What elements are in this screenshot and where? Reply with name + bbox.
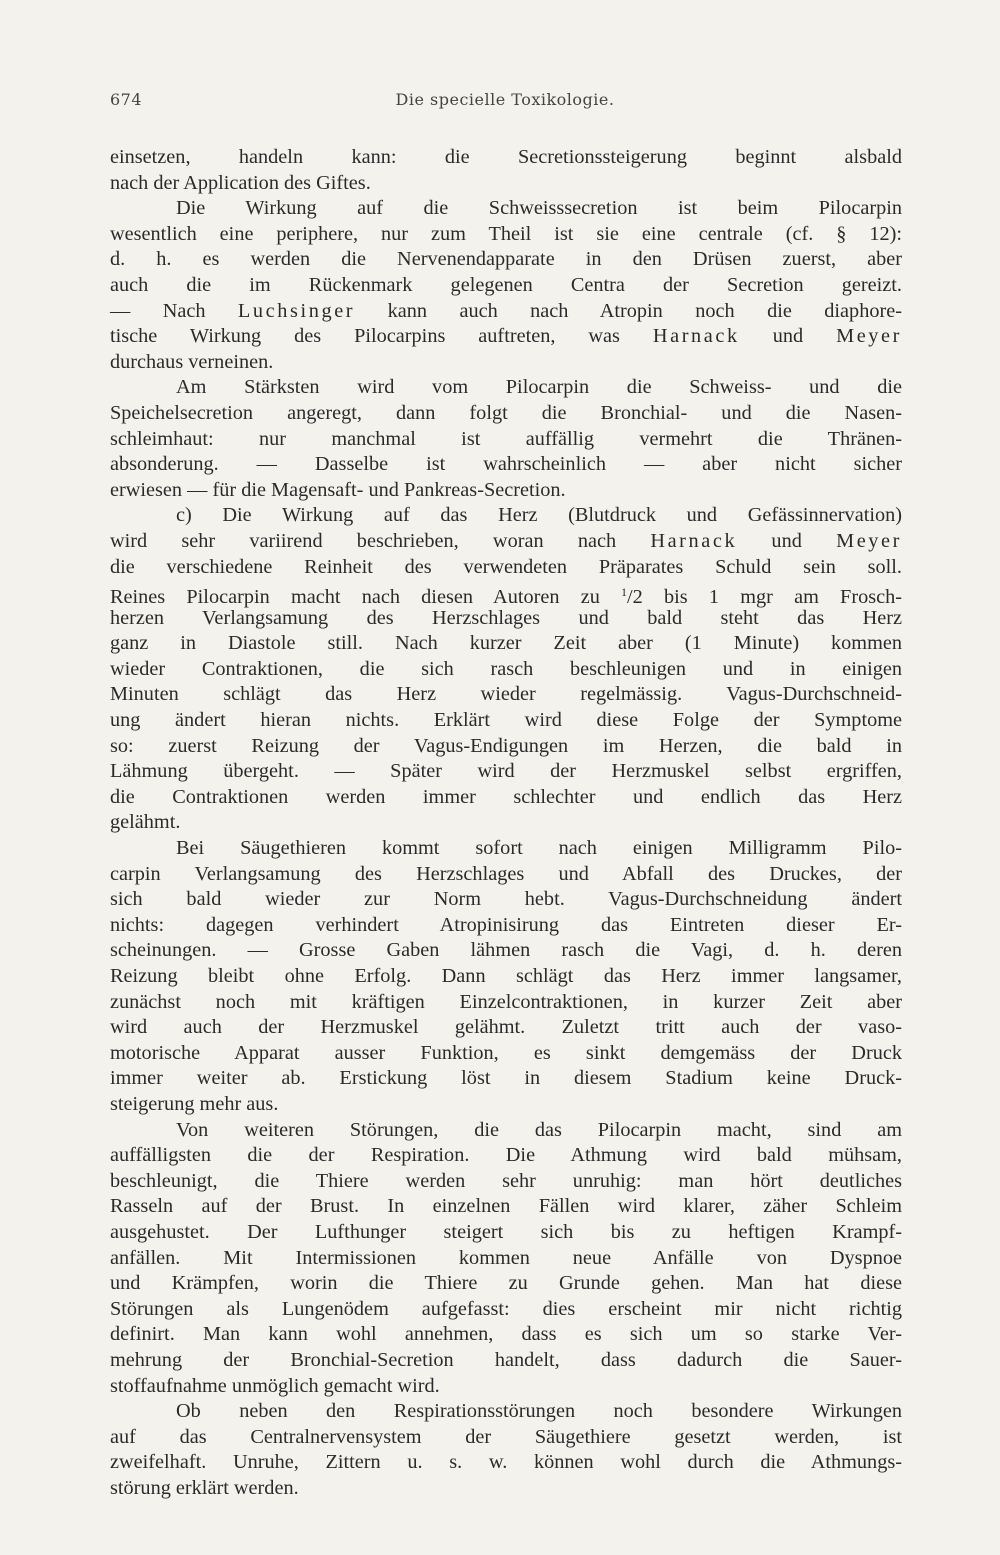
text-run: tische Wirkung des Pilocarpins auftreten, was bbox=[110, 325, 653, 348]
text-line: motorische Apparat ausser Funktion, es sinkt demgemäss der Druck bbox=[110, 1041, 902, 1064]
running-head: Die specielle Toxikologie. bbox=[395, 90, 615, 109]
text-line: die verschiedene Reinheit des verwendeten Präparates Schuld sein soll. bbox=[110, 555, 902, 578]
text-line: Rasseln auf der Brust. In einzelnen Fällen wird klarer, zäher Schleim bbox=[110, 1195, 902, 1218]
text-line: beschleunigt, die Thiere werden sehr unruhig: man hört deutliches bbox=[110, 1169, 902, 1192]
text-line: ung ändert hieran nichts. Erklärt wird diese Folge der Symptome bbox=[110, 709, 902, 732]
text-run: und bbox=[737, 529, 837, 552]
text-run: wird sehr variirend beschrieben, woran nach bbox=[110, 529, 651, 552]
text-line: auffälligsten die der Respiration. Die Athmung wird bald mühsam, bbox=[110, 1144, 902, 1167]
text-line: Die Wirkung auf die Schweisssecretion ist beim Pilocarpin bbox=[176, 197, 902, 220]
text-line: steigerung mehr aus. bbox=[110, 1092, 279, 1115]
text-line: Lähmung übergeht. — Später wird der Herzmuskel selbst ergriffen, bbox=[110, 760, 902, 783]
text-line: so: zuerst Reizung der Vagus-Endigungen im Herzen, die bald in bbox=[110, 734, 902, 757]
text-line: Störungen als Lungenödem aufgefasst: dies erscheint mir nicht richtig bbox=[110, 1297, 902, 1320]
text-line bbox=[110, 299, 902, 325]
text-line: stoffaufnahme unmöglich gemacht wird. bbox=[110, 1374, 440, 1397]
text-run: Reines Pilocarpin macht nach diesen Autoren zu bbox=[110, 586, 622, 609]
text-line: d. h. es werden die Nervenendapparate in den Drüsen zuerst, aber bbox=[110, 248, 902, 271]
text-line: ausgehustet. Der Lufthunger steigert sich bis zu heftigen Krampf- bbox=[110, 1220, 902, 1243]
text-line: erwiesen — für die Magensaft- und Pankreas-Secretion. bbox=[110, 478, 566, 501]
text-line: wesentlich eine periphere, nur zum Theil ist sie eine centrale (cf. § 12): bbox=[110, 222, 902, 245]
author-name: Harnack bbox=[650, 529, 738, 552]
text-line: zweifelhaft. Unruhe, Zittern u. s. w. können wohl durch die Athmungs- bbox=[110, 1451, 902, 1474]
text-line: auch die im Rückenmark gelegenen Centra der Secretion gereizt. bbox=[110, 273, 902, 296]
text-line: c) Die Wirkung auf das Herz (Blutdruck und Gefässinnervation) bbox=[176, 504, 902, 527]
text-line bbox=[110, 580, 902, 609]
author-name: Meyer bbox=[836, 529, 902, 552]
author-name: Meyer bbox=[836, 325, 902, 348]
text-line: die Contraktionen werden immer schlechter und endlich das Herz bbox=[110, 785, 902, 808]
text-line: auf das Centralnervensystem der Säugethiere gesetzt werden, ist bbox=[110, 1425, 902, 1448]
text-line: definirt. Man kann wohl annehmen, dass es sich um so starke Ver- bbox=[110, 1323, 902, 1346]
text-run: — Nach bbox=[110, 299, 238, 322]
text-line: Von weiteren Störungen, die das Pilocarpin macht, sind am bbox=[176, 1118, 902, 1141]
text-line: Am Stärksten wird vom Pilocarpin die Schweiss- und die bbox=[176, 376, 902, 399]
text-line: herzen Verlangsamung des Herzschlages und bald steht das Herz bbox=[110, 606, 902, 629]
text-line: Speichelsecretion angeregt, dann folgt die Bronchial- und die Nasen- bbox=[110, 401, 902, 424]
author-name: Luchsinger bbox=[237, 299, 356, 322]
text-line: zunächst noch mit kräftigen Einzelcontraktionen, in kurzer Zeit aber bbox=[110, 990, 902, 1013]
text-line: gelähmt. bbox=[110, 811, 181, 834]
text-line: Ob neben den Respirationsstörungen noch besondere Wirkungen bbox=[176, 1400, 902, 1423]
text-line: carpin Verlangsamung des Herzschlages und Abfall des Druckes, der bbox=[110, 862, 902, 885]
text-line: mehrung der Bronchial-Secretion handelt, dass dadurch die Sauer- bbox=[110, 1348, 902, 1371]
body-text bbox=[110, 145, 902, 1501]
text-line: störung erklärt werden. bbox=[110, 1476, 299, 1499]
text-line bbox=[110, 324, 902, 350]
text-run: kann auch nach Atropin noch die diaphore- bbox=[355, 299, 902, 322]
text-line: durchaus verneinen. bbox=[110, 350, 274, 373]
text-line: sich bald wieder zur Norm hebt. Vagus-Durchschneidung ändert bbox=[110, 888, 902, 911]
text-line: und Krämpfen, worin die Thiere zu Grunde gehen. Man hat diese bbox=[110, 1272, 902, 1295]
page-header bbox=[110, 90, 900, 120]
page-number: 674 bbox=[110, 90, 143, 109]
text-line: anfällen. Mit Intermissionen kommen neue Anfälle von Dyspnoe bbox=[110, 1246, 902, 1269]
text-line: schleimhaut: nur manchmal ist auffällig vermehrt die Thränen- bbox=[110, 427, 902, 450]
text-line: wird auch der Herzmuskel gelähmt. Zuletzt tritt auch der vaso- bbox=[110, 1016, 902, 1039]
text-line: Reizung bleibt ohne Erfolg. Dann schlägt das Herz immer langsamer, bbox=[110, 965, 902, 987]
text-line: nach der Application des Giftes. bbox=[110, 171, 371, 194]
text-line: Minuten schlägt das Herz wieder regelmässig. Vagus-Durchschneid- bbox=[110, 683, 902, 706]
text-line: einsetzen, handeln kann: die Secretionssteigerung beginnt alsbald bbox=[110, 146, 902, 168]
author-name: Harnack bbox=[652, 325, 740, 348]
text-run: und bbox=[739, 325, 837, 348]
text-run: /2 bis 1 mgr am Frosch- bbox=[627, 586, 902, 609]
text-line: immer weiter ab. Erstickung löst in diesem Stadium keine Druck- bbox=[110, 1067, 902, 1090]
text-line: scheinungen. — Grosse Gaben lähmen rasch die Vagi, d. h. deren bbox=[110, 939, 902, 962]
text-line: nichts: dagegen verhindert Atropinisirung das Eintreten dieser Er- bbox=[110, 913, 902, 936]
text-line bbox=[110, 529, 902, 555]
text-line: wieder Contraktionen, die sich rasch beschleunigen und in einigen bbox=[110, 657, 902, 680]
text-line: Bei Säugethieren kommt sofort nach einigen Milligramm Pilo- bbox=[176, 837, 902, 860]
text-line: absonderung. — Dasselbe ist wahrscheinlich — aber nicht sicher bbox=[110, 453, 902, 476]
text-line: ganz in Diastole still. Nach kurzer Zeit aber (1 Minute) kommen bbox=[110, 632, 902, 655]
superscript: 1 bbox=[621, 585, 628, 600]
